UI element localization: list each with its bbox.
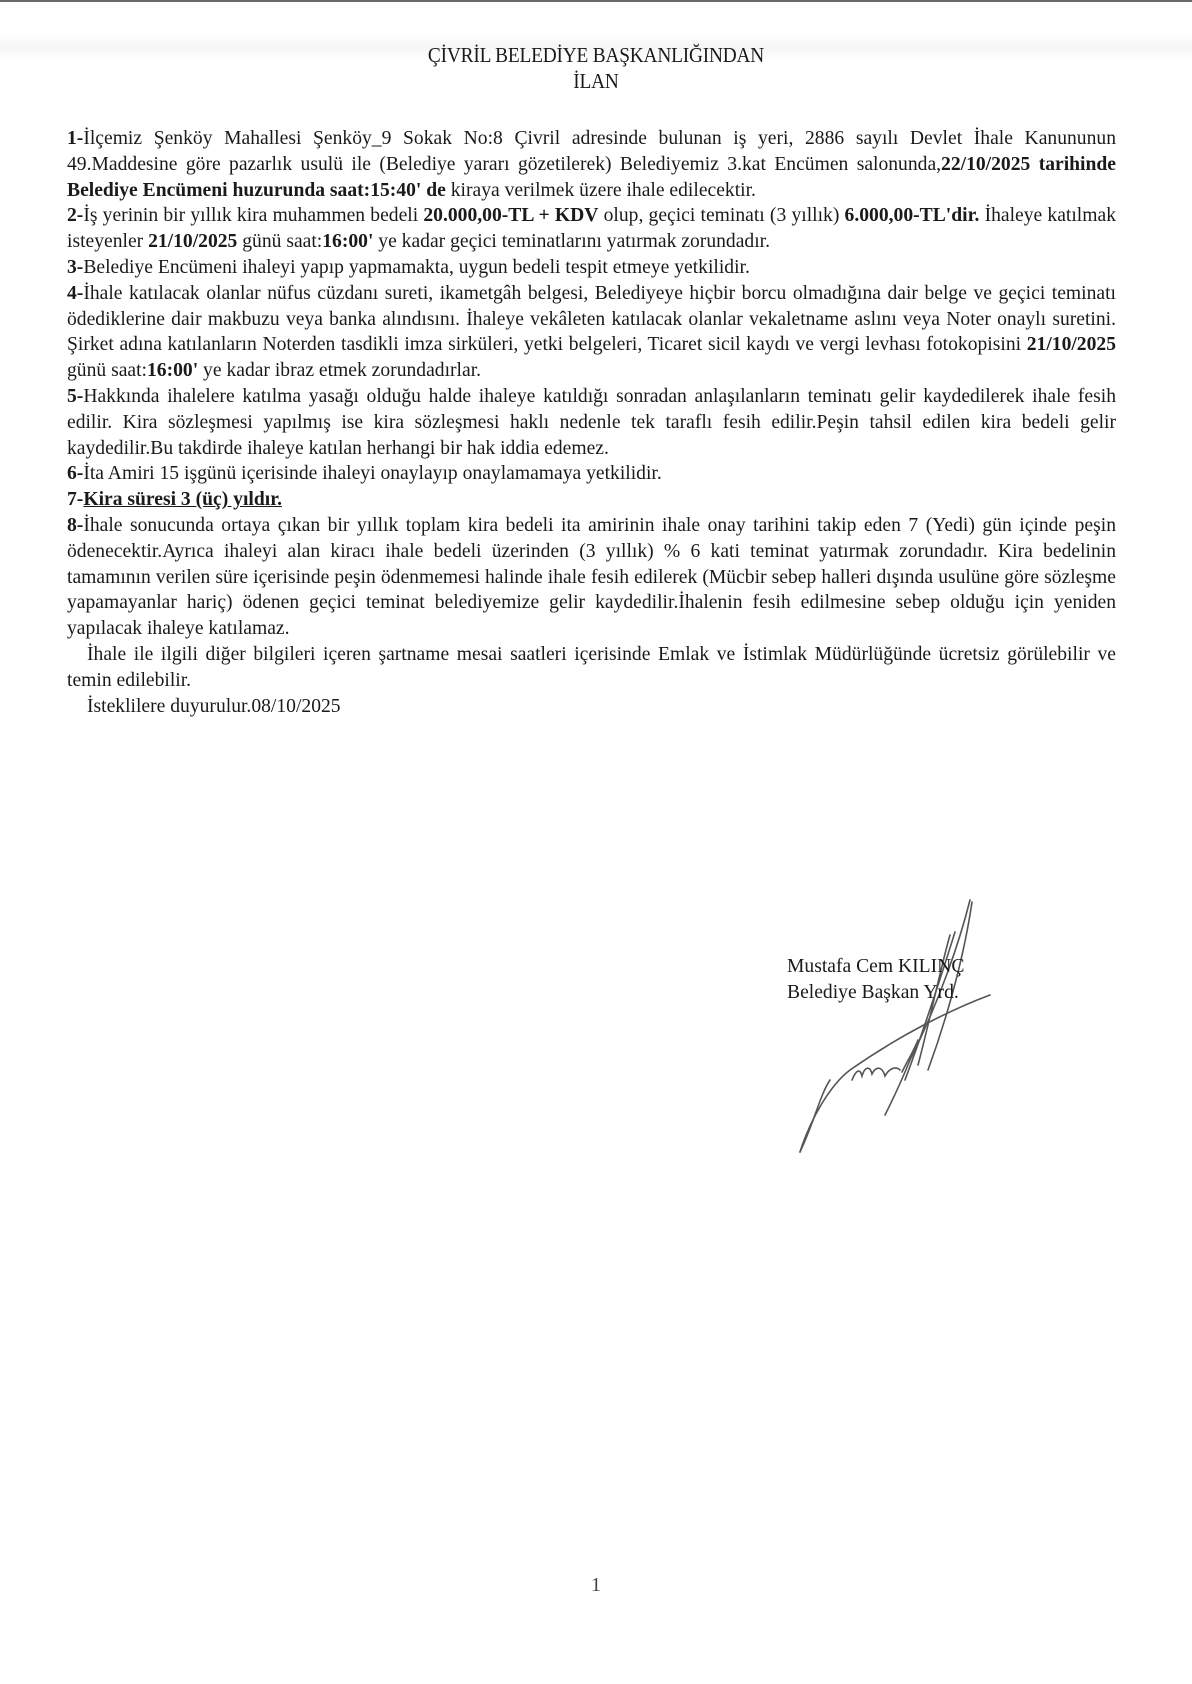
deadline-time: 16:00' [322, 231, 374, 253]
clause-3: 3-Belediye Encümeni ihaleyi yapıp yapmamakta, uygun bedeli tespit etmeye yetkilidir. [67, 256, 750, 278]
clause-number: 7- [67, 489, 84, 511]
closing-paragraph: İhale ile ilgili diğer bilgileri içeren şartname mesai saatleri içerisinde Emlak ve İstimlak Müdürlüğünde ücretsiz görülebilir ve temin edilebilir. [67, 643, 1116, 691]
clause-7 [67, 487, 1116, 513]
clause-number: 1- [67, 128, 84, 149]
issuer-title: ÇİVRİL BELEDİYE BAŞKANLIĞINDAN [427, 43, 765, 67]
clause-2: 2-İş yerinin bir yıllık kira muhammen bedeli 20.000,00-TL + KDV olup, geçici teminatı (3 yıllık) 6.000,00-TL'dir. İhaleye katılmak isteyenler 21/10/2025 günü saat:16:00' ye kadar geçici teminatlarını yatırmak zorundadır. [67, 205, 1116, 253]
clause-6: 6-İta Amiri 15 işgünü içerisinde ihaleyi onaylayıp onaylamamaya yetkilidir. [67, 463, 662, 485]
lease-term: Kira süresi 3 (üç) yıldır. [83, 489, 282, 511]
deposit-amount: 6.000,00-TL'dir. [844, 205, 980, 227]
signatory-title: Belediye Başkan Yrd. [787, 982, 959, 1003]
document-body [67, 126, 1116, 719]
announcement-date: İsteklilere duyurulur.08/10/2025 [87, 695, 341, 717]
clause-number: 6- [67, 463, 84, 485]
clause-1: 1-İlçemiz Şenköy Mahallesi Şenköy_9 Sokak No:8 Çivril adresinde bulunan iş yeri, 2886 sayılı Devlet İhale Kanununun 49.Maddesine göre pazarlık usulü ile (Belediye yararı gözetilerek) Belediyemiz 3.kat Encümen salonunda,22/10/2025 tarihinde Belediye Encümeni huzurunda saat:15:40' de kiraya verilmek üzere ihale edilecektir. [67, 128, 1116, 201]
clause-number: 8- [67, 514, 84, 536]
signature-icon [790, 890, 1050, 1160]
page-number: 1 [591, 1574, 601, 1596]
document-title: İLAN [573, 69, 619, 93]
clause-8: 8-İhale sonucunda ortaya çıkan bir yıllık toplam kira bedeli ita amirinin ihale onay tarihini takip eden 7 (Yedi) gün içinde peşin ödenecektir.Ayrıca ihaleyi alan kiracı ihale bedeli üzerinden (3 yıllık) % 6 kati teminat yatırmak zorundadır. Kira bedelinin tamamının verilen süre içerisinde peşin ödenmemesi halinde ihale fesih edilerek (Mücbir sebep halleri dışında usulüne göre sözleşme yapamayanlar hariç) ödenen geçici teminat belediyemize gelir kaydedilir.İhalenin fesih edilmesine sebep olduğu için yeniden yapılacak ihaleye katılamaz. [67, 514, 1116, 640]
clause-4: 4-İhale katılacak olanlar nüfus cüzdanı sureti, ikametgâh belgesi, Belediyeye hiçbir borcu olmadığına dair belge ve geçici teminatı ödediklerine dair makbuzu veya banka alındısını. İhaleye vekâleten katılacak olanlar vekaletname aslını veya Noter onaylı suretini. Şirket adına katılanların Noterden tasdikli imza sirküleri, yetki belgeleri, Ticaret sicil kaydı ve vergi levhası fotokopisini 21/10/2025 günü saat:16:00' ye kadar ibraz etmek zorundadırlar. [67, 282, 1116, 382]
signatory-name: Mustafa Cem KILINÇ [787, 956, 965, 977]
clause-number: 4- [67, 282, 84, 304]
rent-estimate: 20.000,00-TL + KDV [423, 205, 599, 227]
signatory-block [787, 954, 964, 1006]
clause-number: 3- [67, 256, 84, 278]
clause-5: 5-Hakkında ihalelere katılma yasağı olduğu halde ihaleye katıldığı sonradan anlaşılanların teminatı gelir kaydedilerek ihale fesih edilir. Kira sözleşmesi yapılmış ise kira sözleşmesi haklı nedenle tek taraflı fesih edilir.Peşin tahsil edilen kira bedeli gelir kaydedilir.Bu takdirde ihaleye katılan herhangi bir hak iddia edemez. [67, 385, 1116, 459]
deadline-date: 21/10/2025 [148, 231, 238, 253]
document-header [48, 42, 1145, 94]
scan-edge-line [0, 0, 1192, 2]
clause-number: 2- [67, 205, 84, 227]
clause-number: 5- [67, 385, 84, 407]
